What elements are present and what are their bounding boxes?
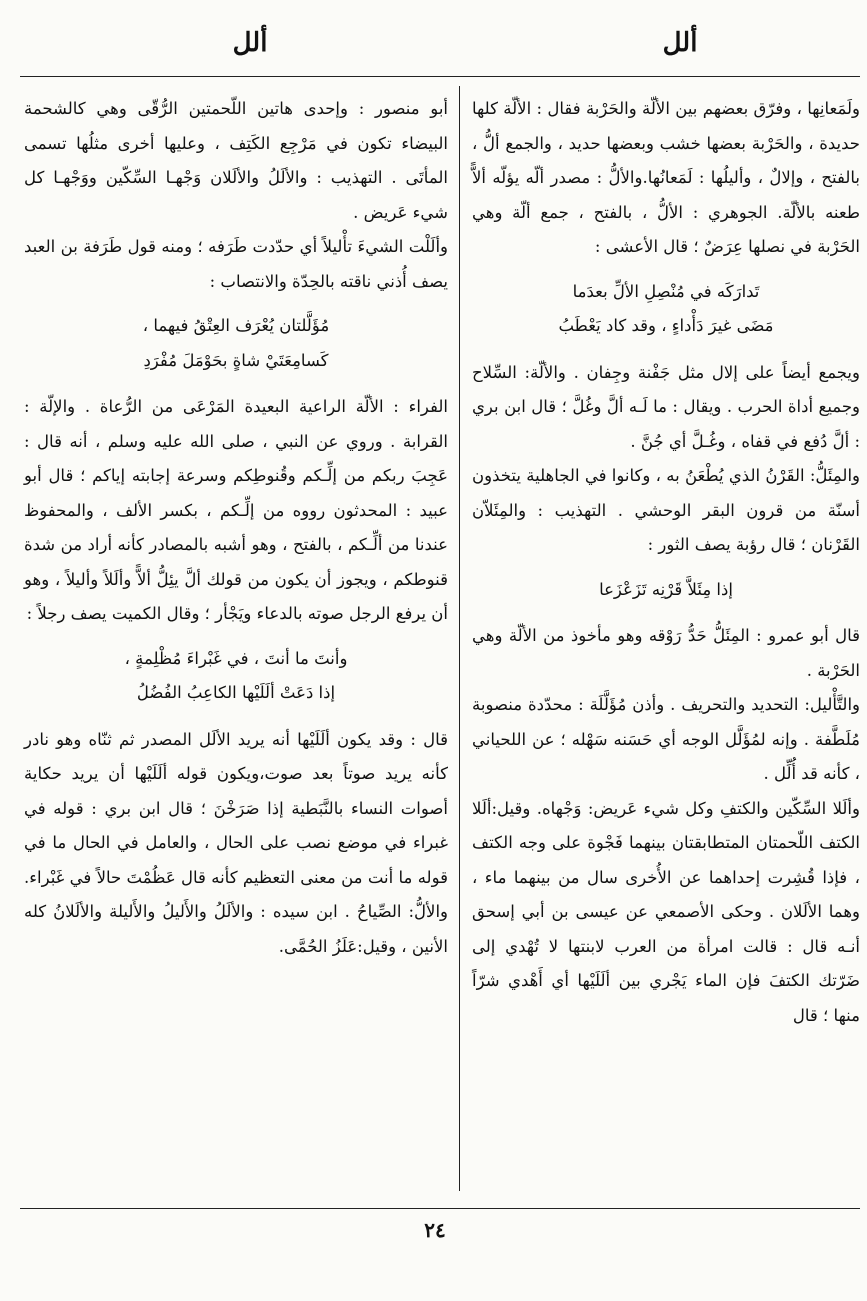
paragraph: والتَّأْليل: التحديد والتحريف . وأذن مُؤَلَّلَة : محدّدة منصوبة مُلَطَّفة . وإنه لمُؤَلَّل الوجه أي حَسَنه سَهْله ؛ عن اللحياني ، كأنه قد أُلِّل .: [472, 695, 860, 783]
verse-line: مَضَى غيرَ دَأْداءٍ ، وقد كاد يَعْطَبُ: [558, 316, 774, 335]
paragraph: قال : وقد يكون ألَلَيْها أنه يريد الألَل المصدر ثم ثنّاه وهو نادر كأنه يريد صوتاً بعد صوت،ويكون قوله ألَلَيْها أن يريد حكاية أصوات النساء بالنَّبَطية إذا صَرَخْنَ ؛ قال ابن بري : قوله في غبراء في موضع نصب على الحال ، والعامل في الحال ما في قوله ما أنت من معنى التعظيم كأنه قال عَظُمْتَ حالاً في غَبْراء. والألُّ: الصِّياحُ . ابن سيده : والألَلُ والأَليلُ والأَليلة والألَلانُ كله الأنين ، وقيل:عَلَزُ الحُمَّى.: [24, 729, 448, 956]
header-rule: [20, 76, 860, 77]
paragraph: قال أبو عمرو : المِئَلُّ حَدُّ رَوْقه وهو مأخوذ من الألّة وهي الحَرْبة .: [472, 626, 860, 680]
verse-line: مُؤَلَّلتان يُعْرَف العِتْقُ فيهما ،: [142, 316, 330, 335]
paragraph: ولَمَعانِها ، وفرّق بعضهم بين الألّة والحَرْبة فقال : الألّة كلها حديدة ، والحَرْبة بعضها خشب وبعضها حديد ، والجمع ألُّ ، بالفتح ، وإلالٌ ، وأليلُها : لَمَعانُها.والألُّ : مصدر ألّه يؤلّه ألاًّ طعنه بالألّة. الجوهري : الألُّ ، بالفتح ، جمع ألّة وهي الحَرْبة في نصلها عِرَضٌ ؛ قال الأعشى :: [472, 99, 860, 256]
verse: [472, 275, 860, 344]
paragraph: وألَلا السِّكّين والكتفِ وكل شيء عَريض: وَجْهاه. وقيل:ألَلا الكتف اللّحمتان المتطابقتان بينهما فَجْوة على وجه الكتف ، فإذا قُشِرت إحداهما عن الأُخرى سال من بينهما ماء ، وهما الألَلان . وحكى الأصمعي عن عيسى بن أبي إسحق أنـه قال : قالت امرأة من العرب لابنتها لا تُهْدي إلى ضَرّتك الكتفَ فإن الماء يَجْري بين ألَلَيْها أي أَهْدي شرّاً منها ؛ قال: [472, 798, 860, 1025]
paragraph: أبو منصور : وإحدى هاتين اللّحمتين الرُّقّى وهي كالشحمة البيضاء تكون في مَرْجِع الكَتِف ، وعليها أخرى مثلُها تسمى المأتَى . التهذيب : والألَلُ والألَلان وَجْهـا السِّكّين ووَجْهـا كل شيء عَريض .: [24, 99, 448, 222]
paragraph: وألَلْت الشيءَ تأْليلاً أي حدّدت طَرَفه ؛ ومنه قول طَرَفة بن العبد يصف أُذني ناقته بالحِدّة والانتصاب :: [24, 237, 448, 291]
paragraph: ويجمع أيضاً على إلال مثل جَفْنة وجِفان . والألّة: السِّلاح وجميع أداة الحرب . ويقال : ما لَـه ألَّ وغُلَّ ؛ قال ابن بري : ألَّ دُفع في قفاه ، وغُـلَّ أي جُنَّ .: [472, 362, 860, 451]
verse-line: كَسامِعَتَيْ شاةٍ بحَوْمَلَ مُفْرَدِ: [143, 350, 329, 370]
footer-rule: [20, 1208, 860, 1209]
verse: [24, 642, 448, 711]
verse: [24, 309, 448, 378]
right-column: [472, 92, 860, 1033]
page-number: ٢٤: [424, 1218, 446, 1242]
left-column: [24, 92, 448, 964]
verse-line: إذا مِئَلاَّ قَرْنِه تَزَعْزَعا: [599, 579, 733, 599]
headword-right: ألل: [662, 28, 698, 58]
paragraph: والمِئَلُّ: القَرْنُ الذي يُطْعَنُ به ، وكانوا في الجاهلية يتخذون أسنّة من قرون البقر الوحشي . التهذيب : والمِئَلاّن القَرْنان ؛ قال رؤبة يصف الثور :: [472, 466, 860, 554]
paragraph: الفراء : الألّة الراعية البعيدة المَرْعَى من الرُّعاة . والإلّة : القرابة . وروي عن النبي ، صلى الله عليه وسلم ، أنه قال : عَجِبَ ربكم من إلِّـكم وقُنوطِكم وسرعة إجابته إياكم ؛ قال أبو عبيد : المحدثون رووه من إلِّـكم ، بكسر الألف ، والمحفوظ عندنا من ألِّـكم ، بالفتح ، وهو أشبه بالمصادر كأنه أراد من شدة قنوطكم ، ويجوز أن يكون من قولك ألَّ يئِلُّ ألاًّ وألَلاً وأليلاً ، وهو أن يرفع الرجل صوته بالدعاء ويَجْأر ؛ وقال الكميت يصف رجلاً :: [24, 397, 448, 623]
verse-line: وأنتَ ما أنتَ ، في غَبْراءَ مُظْلِمةٍ ،: [124, 648, 348, 668]
verse: [472, 573, 860, 608]
verse-line: إذا دَعَتْ ألَلَيْها الكاعِبُ الفُضُلُ: [136, 683, 336, 702]
headword-left: ألل: [232, 28, 268, 58]
verse-line: تَدارَكَه في مُنْصِلِ الألِّ بعدَما: [572, 281, 760, 301]
column-divider: [459, 86, 460, 1191]
